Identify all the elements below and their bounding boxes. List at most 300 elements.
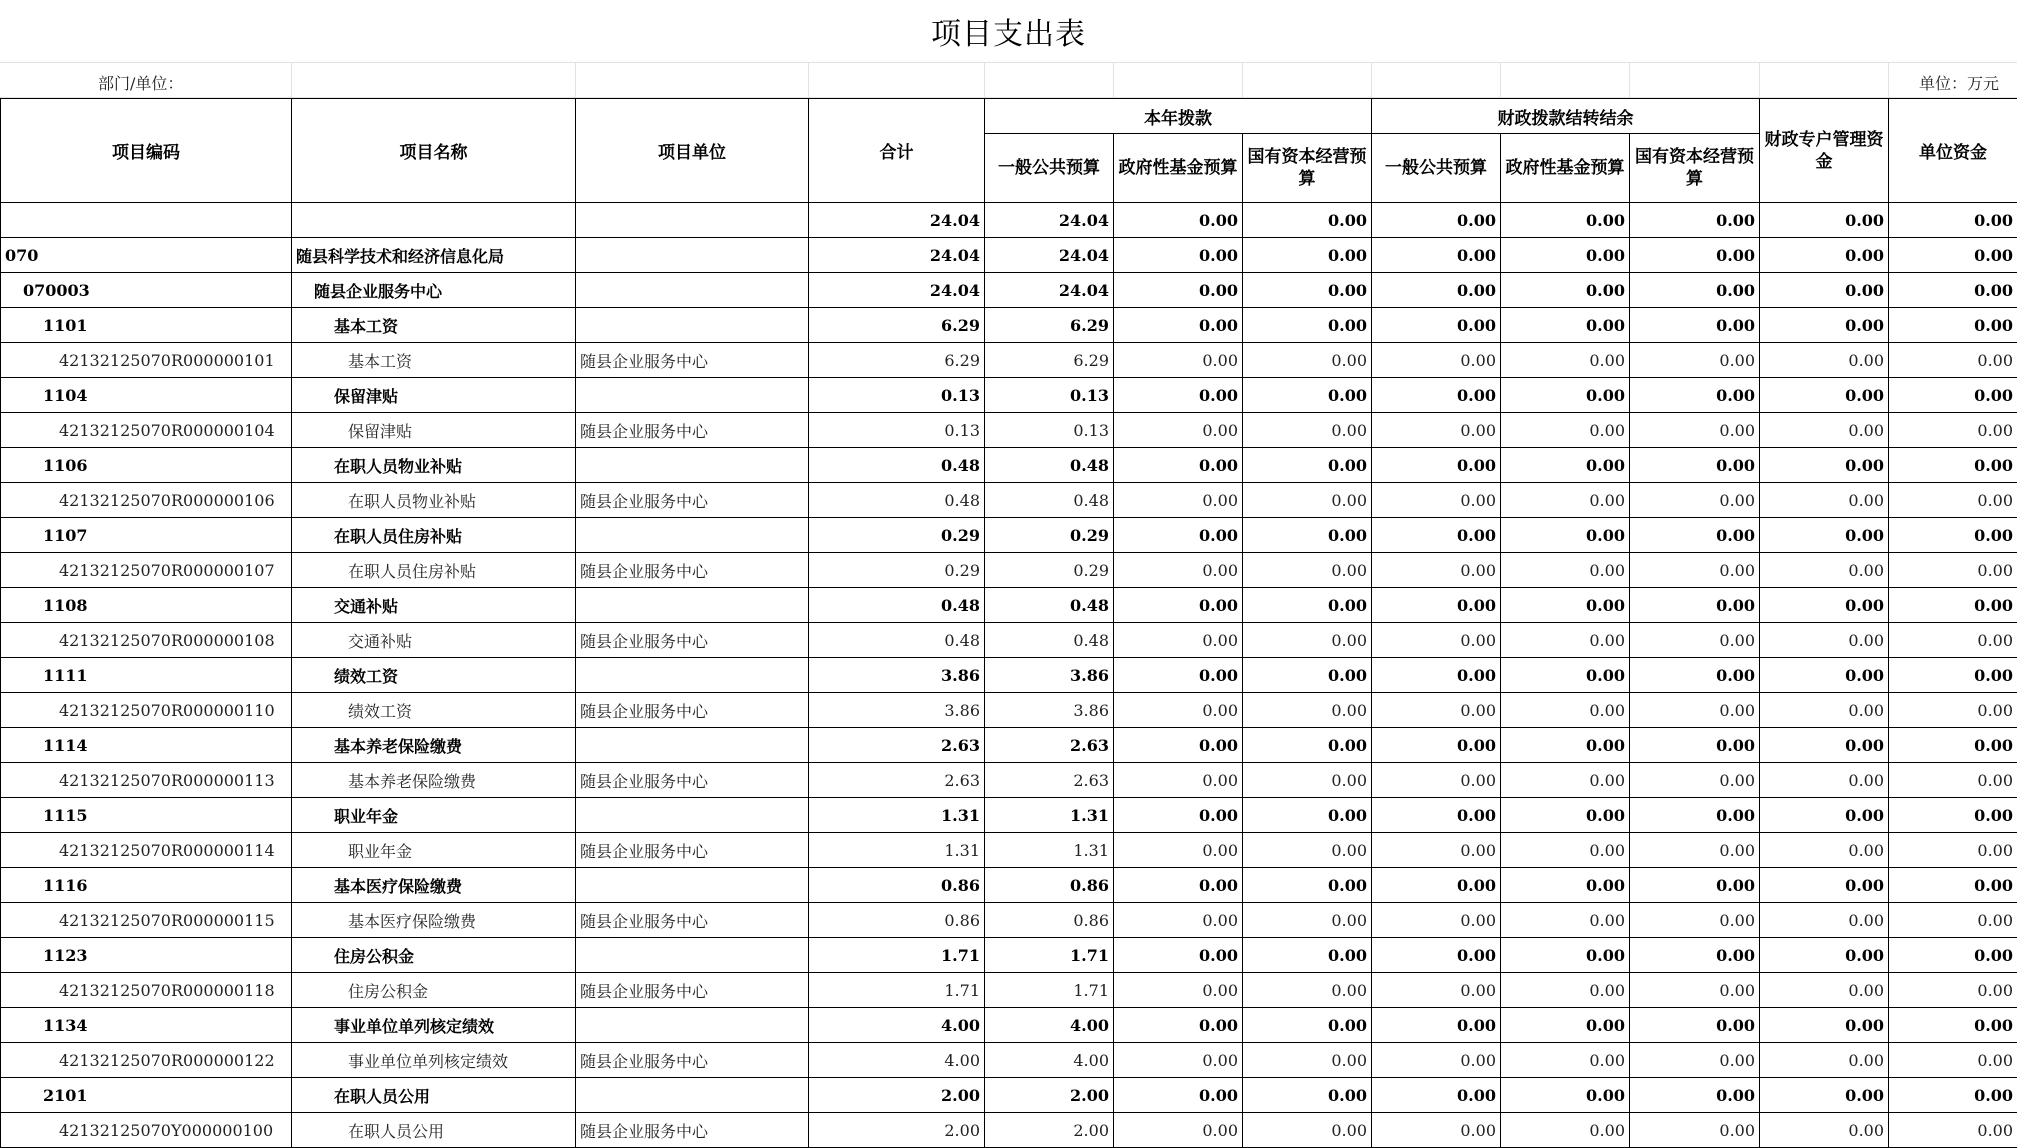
cell-amount: 0.00 [1760, 378, 1889, 413]
cell-amount: 0.00 [1760, 483, 1889, 518]
cell-code: 1111 [1, 658, 292, 693]
cell-name: 在职人员公用 [292, 1078, 576, 1113]
cell-amount: 0.00 [1630, 728, 1760, 763]
cell-amount: 3.86 [985, 693, 1114, 728]
cell-amount: 0.00 [1889, 938, 2017, 973]
cell-unit [576, 273, 809, 308]
cell-name: 随县企业服务中心 [292, 273, 576, 308]
table-row [1, 903, 2017, 938]
cell-amount: 0.00 [1501, 518, 1630, 553]
cell-unit [576, 868, 809, 903]
cell-amount: 0.13 [809, 378, 985, 413]
cell-amount: 0.00 [1889, 623, 2017, 658]
cell-amount: 4.00 [985, 1043, 1114, 1078]
cell-amount: 0.00 [1630, 623, 1760, 658]
grid-divider [1629, 63, 1630, 97]
cell-amount: 0.00 [1372, 518, 1501, 553]
cell-amount: 0.00 [1114, 1008, 1243, 1043]
cell-amount: 0.00 [1372, 413, 1501, 448]
cell-amount: 0.00 [1372, 1078, 1501, 1113]
cell-amount: 0.00 [1372, 938, 1501, 973]
cell-amount: 0.00 [1501, 483, 1630, 518]
header-carryover-state-capital: 国有资本经营预算 [1630, 134, 1760, 203]
cell-amount: 0.00 [1243, 378, 1372, 413]
cell-name: 基本医疗保险缴费 [292, 868, 576, 903]
cell-amount: 0.00 [1630, 343, 1760, 378]
cell-amount: 0.00 [1114, 763, 1243, 798]
cell-amount: 0.00 [1889, 273, 2017, 308]
cell-name: 事业单位单列核定绩效 [292, 1043, 576, 1078]
cell-amount: 0.00 [1501, 833, 1630, 868]
cell-unit [576, 798, 809, 833]
cell-amount: 0.00 [1630, 903, 1760, 938]
cell-amount: 0.00 [1243, 448, 1372, 483]
cell-amount: 0.00 [1760, 903, 1889, 938]
cell-unit: 随县企业服务中心 [576, 973, 809, 1008]
table-row [1, 553, 2017, 588]
cell-amount: 2.63 [985, 763, 1114, 798]
cell-amount: 0.00 [1501, 728, 1630, 763]
cell-amount: 0.00 [1630, 518, 1760, 553]
table-row [1, 763, 2017, 798]
unit-label: 单位：万元 [1918, 74, 1999, 93]
cell-amount: 0.00 [1114, 1043, 1243, 1078]
cell-amount: 0.86 [985, 903, 1114, 938]
table-row [1, 693, 2017, 728]
cell-amount: 0.48 [985, 483, 1114, 518]
cell-amount: 0.00 [1760, 518, 1889, 553]
table-row [1, 973, 2017, 1008]
cell-amount: 0.00 [1114, 238, 1243, 273]
cell-amount: 0.00 [1630, 553, 1760, 588]
cell-amount: 0.00 [1760, 448, 1889, 483]
cell-code: 1115 [1, 798, 292, 833]
cell-amount: 0.00 [1372, 378, 1501, 413]
table-row [1, 1043, 2017, 1078]
cell-amount: 0.00 [1760, 973, 1889, 1008]
cell-unit [576, 728, 809, 763]
cell-amount: 0.00 [1889, 798, 2017, 833]
header-name: 项目名称 [292, 99, 576, 203]
table-row [1, 658, 2017, 693]
cell-amount: 0.00 [1114, 378, 1243, 413]
cell-code: 42132125070R000000107 [1, 553, 292, 588]
grid-divider [1242, 63, 1243, 97]
cell-unit: 随县企业服务中心 [576, 763, 809, 798]
cell-amount: 0.29 [809, 553, 985, 588]
cell-amount: 0.00 [1501, 413, 1630, 448]
cell-code: 42132125070R000000108 [1, 623, 292, 658]
cell-unit [576, 938, 809, 973]
cell-name: 基本养老保险缴费 [292, 763, 576, 798]
cell-amount: 0.00 [1372, 1113, 1501, 1148]
cell-amount: 0.00 [1501, 1113, 1630, 1148]
cell-amount: 0.00 [1114, 413, 1243, 448]
cell-amount: 0.00 [1372, 483, 1501, 518]
cell-code: 42132125070R000000110 [1, 693, 292, 728]
cell-amount: 0.00 [1760, 658, 1889, 693]
cell-amount: 0.29 [985, 518, 1114, 553]
table-body [1, 203, 2017, 1148]
cell-amount: 0.00 [1889, 378, 2017, 413]
cell-amount: 0.00 [1760, 1113, 1889, 1148]
cell-amount: 0.00 [1114, 938, 1243, 973]
cell-unit: 随县企业服务中心 [576, 693, 809, 728]
table-row [1, 728, 2017, 763]
cell-name: 保留津贴 [292, 378, 576, 413]
cell-amount: 6.29 [985, 308, 1114, 343]
cell-amount: 0.00 [1889, 973, 2017, 1008]
cell-amount: 6.29 [809, 308, 985, 343]
cell-amount: 0.00 [1760, 623, 1889, 658]
cell-amount: 0.00 [1501, 693, 1630, 728]
grid-divider [984, 63, 985, 97]
cell-unit: 随县企业服务中心 [576, 413, 809, 448]
header-group-current: 本年拨款 [985, 99, 1372, 134]
cell-name: 在职人员住房补贴 [292, 553, 576, 588]
cell-amount: 0.00 [1760, 833, 1889, 868]
cell-amount: 0.00 [1889, 658, 2017, 693]
header-unit-funds: 单位资金 [1889, 99, 2017, 203]
table-row [1, 483, 2017, 518]
cell-amount: 0.00 [1760, 763, 1889, 798]
cell-amount: 0.00 [1243, 1008, 1372, 1043]
grid-divider [575, 63, 576, 97]
cell-amount: 24.04 [809, 238, 985, 273]
cell-name: 随县科学技术和经济信息化局 [292, 238, 576, 273]
cell-amount: 0.00 [1501, 238, 1630, 273]
cell-amount: 2.00 [809, 1113, 985, 1148]
cell-amount: 0.48 [809, 448, 985, 483]
cell-amount: 0.00 [1372, 553, 1501, 588]
cell-amount: 0.13 [809, 413, 985, 448]
cell-amount: 0.00 [1372, 1043, 1501, 1078]
cell-amount: 0.00 [1760, 1008, 1889, 1043]
title-row [0, 0, 2017, 63]
cell-amount: 0.00 [1760, 553, 1889, 588]
cell-amount: 0.00 [1243, 693, 1372, 728]
cell-name: 绩效工资 [292, 658, 576, 693]
table-row [1, 203, 2017, 238]
cell-amount: 0.00 [1114, 588, 1243, 623]
table-row [1, 238, 2017, 273]
cell-amount: 0.00 [1760, 588, 1889, 623]
cell-name: 住房公积金 [292, 973, 576, 1008]
cell-amount: 1.31 [985, 798, 1114, 833]
cell-amount: 0.00 [1501, 798, 1630, 833]
cell-name: 职业年金 [292, 798, 576, 833]
cell-amount: 0.00 [1372, 833, 1501, 868]
cell-amount: 0.00 [1243, 973, 1372, 1008]
cell-amount: 0.00 [1630, 868, 1760, 903]
cell-amount: 0.00 [1630, 413, 1760, 448]
cell-amount: 0.00 [1372, 973, 1501, 1008]
cell-amount: 0.48 [809, 483, 985, 518]
cell-amount: 0.00 [1630, 273, 1760, 308]
cell-name: 保留津贴 [292, 413, 576, 448]
table-row [1, 1113, 2017, 1148]
cell-name: 在职人员物业补贴 [292, 483, 576, 518]
grid-divider [1113, 63, 1114, 97]
cell-amount: 0.00 [1630, 1113, 1760, 1148]
cell-amount: 0.00 [1630, 448, 1760, 483]
table-row [1, 868, 2017, 903]
cell-name: 交通补贴 [292, 588, 576, 623]
cell-amount: 0.00 [1760, 938, 1889, 973]
cell-amount: 0.00 [1243, 1043, 1372, 1078]
cell-amount: 0.00 [1243, 553, 1372, 588]
header-carryover-general: 一般公共预算 [1372, 134, 1501, 203]
cell-amount: 0.00 [1501, 378, 1630, 413]
cell-amount: 4.00 [985, 1008, 1114, 1043]
cell-amount: 0.00 [1243, 273, 1372, 308]
table-row [1, 273, 2017, 308]
cell-amount: 0.00 [1114, 693, 1243, 728]
cell-amount: 0.00 [1889, 833, 2017, 868]
table-row [1, 798, 2017, 833]
cell-amount: 0.48 [809, 623, 985, 658]
cell-code: 42132125070R000000106 [1, 483, 292, 518]
cell-amount: 4.00 [809, 1043, 985, 1078]
cell-unit [576, 518, 809, 553]
cell-code: 1134 [1, 1008, 292, 1043]
cell-amount: 0.00 [1114, 658, 1243, 693]
table-row [1, 1008, 2017, 1043]
cell-amount: 2.63 [985, 728, 1114, 763]
cell-code: 070 [1, 238, 292, 273]
table-row [1, 588, 2017, 623]
cell-unit [576, 658, 809, 693]
cell-amount: 0.00 [1243, 798, 1372, 833]
table-row [1, 413, 2017, 448]
cell-amount: 0.29 [809, 518, 985, 553]
cell-amount: 0.00 [1114, 343, 1243, 378]
cell-amount: 0.00 [1630, 938, 1760, 973]
cell-amount: 0.00 [1243, 1113, 1372, 1148]
header-general-budget: 一般公共预算 [985, 134, 1114, 203]
cell-amount: 0.00 [1372, 448, 1501, 483]
header-carryover-gov-fund: 政府性基金预算 [1501, 134, 1630, 203]
cell-amount: 0.00 [1114, 903, 1243, 938]
cell-unit [576, 203, 809, 238]
cell-amount: 0.00 [1760, 308, 1889, 343]
cell-amount: 0.00 [1501, 868, 1630, 903]
cell-amount: 0.00 [1760, 728, 1889, 763]
cell-amount: 6.29 [809, 343, 985, 378]
cell-amount: 0.00 [1243, 483, 1372, 518]
cell-amount: 0.00 [1889, 588, 2017, 623]
grid-divider [808, 63, 809, 97]
cell-amount: 0.00 [1889, 343, 2017, 378]
table-row [1, 1078, 2017, 1113]
cell-amount: 4.00 [809, 1008, 985, 1043]
cell-unit: 随县企业服务中心 [576, 1113, 809, 1148]
cell-unit: 随县企业服务中心 [576, 903, 809, 938]
cell-amount: 2.00 [985, 1078, 1114, 1113]
cell-name: 基本医疗保险缴费 [292, 903, 576, 938]
table-row [1, 833, 2017, 868]
cell-code: 1108 [1, 588, 292, 623]
cell-amount: 0.00 [1501, 308, 1630, 343]
cell-amount: 0.00 [1889, 308, 2017, 343]
cell-unit [576, 1078, 809, 1113]
cell-amount: 0.29 [985, 553, 1114, 588]
cell-amount: 0.00 [1372, 1008, 1501, 1043]
cell-unit: 随县企业服务中心 [576, 833, 809, 868]
cell-amount: 0.00 [1243, 763, 1372, 798]
cell-name: 绩效工资 [292, 693, 576, 728]
cell-amount: 0.00 [1760, 413, 1889, 448]
cell-amount: 0.00 [1889, 518, 2017, 553]
cell-amount: 0.00 [1114, 518, 1243, 553]
cell-amount: 0.00 [1630, 1043, 1760, 1078]
cell-amount: 0.00 [1114, 833, 1243, 868]
cell-amount: 0.00 [1243, 623, 1372, 658]
cell-amount: 0.00 [1372, 693, 1501, 728]
cell-amount: 0.00 [1760, 1043, 1889, 1078]
table-row [1, 378, 2017, 413]
cell-amount: 0.00 [1243, 1078, 1372, 1113]
cell-amount: 0.00 [1372, 343, 1501, 378]
cell-amount: 0.00 [1760, 798, 1889, 833]
cell-name: 事业单位单列核定绩效 [292, 1008, 576, 1043]
cell-code: 1116 [1, 868, 292, 903]
cell-code: 42132125070R000000101 [1, 343, 292, 378]
cell-unit [576, 238, 809, 273]
department-label: 部门/单位： [98, 74, 184, 93]
cell-amount: 0.00 [1889, 448, 2017, 483]
cell-name: 基本工资 [292, 308, 576, 343]
cell-amount: 0.00 [1501, 623, 1630, 658]
cell-amount: 0.48 [985, 448, 1114, 483]
cell-amount: 0.00 [1630, 798, 1760, 833]
cell-amount: 2.63 [809, 728, 985, 763]
cell-amount: 0.00 [1243, 728, 1372, 763]
table-row [1, 623, 2017, 658]
cell-name [292, 203, 576, 238]
cell-amount: 0.86 [809, 903, 985, 938]
cell-amount: 0.00 [1114, 448, 1243, 483]
header-total: 合计 [809, 99, 985, 203]
cell-unit: 随县企业服务中心 [576, 553, 809, 588]
cell-amount: 3.86 [985, 658, 1114, 693]
table-row [1, 448, 2017, 483]
cell-amount: 0.00 [1501, 1008, 1630, 1043]
cell-amount: 0.00 [1501, 448, 1630, 483]
cell-amount: 0.00 [1630, 658, 1760, 693]
cell-amount: 0.00 [1114, 553, 1243, 588]
cell-amount: 24.04 [985, 203, 1114, 238]
cell-code: 42132125070R000000118 [1, 973, 292, 1008]
cell-amount: 0.00 [1501, 203, 1630, 238]
cell-amount: 0.00 [1114, 973, 1243, 1008]
cell-amount: 0.48 [809, 588, 985, 623]
cell-amount: 2.00 [985, 1113, 1114, 1148]
header-state-capital-budget: 国有资本经营预算 [1243, 134, 1372, 203]
cell-name: 在职人员物业补贴 [292, 448, 576, 483]
cell-amount: 0.00 [1760, 343, 1889, 378]
cell-code: 1104 [1, 378, 292, 413]
header-gov-fund-budget: 政府性基金预算 [1114, 134, 1243, 203]
cell-amount: 0.00 [1372, 308, 1501, 343]
cell-amount: 0.00 [1372, 238, 1501, 273]
cell-amount: 0.00 [1630, 833, 1760, 868]
table-row [1, 938, 2017, 973]
cell-code [1, 203, 292, 238]
cell-amount: 0.00 [1501, 343, 1630, 378]
cell-amount: 0.00 [1372, 623, 1501, 658]
cell-amount: 24.04 [985, 238, 1114, 273]
cell-amount: 1.31 [985, 833, 1114, 868]
cell-amount: 0.00 [1889, 693, 2017, 728]
cell-amount: 0.00 [1889, 1078, 2017, 1113]
cell-amount: 0.00 [1630, 238, 1760, 273]
cell-amount: 0.86 [985, 868, 1114, 903]
cell-amount: 2.00 [809, 1078, 985, 1113]
header-unit: 项目单位 [576, 99, 809, 203]
cell-unit: 随县企业服务中心 [576, 343, 809, 378]
cell-unit: 随县企业服务中心 [576, 483, 809, 518]
cell-amount: 0.00 [1114, 483, 1243, 518]
cell-amount: 0.00 [1630, 1008, 1760, 1043]
cell-amount: 0.00 [1630, 308, 1760, 343]
cell-amount: 0.00 [1372, 728, 1501, 763]
cell-amount: 0.00 [1243, 203, 1372, 238]
cell-code: 42132125070R000000122 [1, 1043, 292, 1078]
cell-amount: 0.00 [1889, 413, 2017, 448]
cell-amount: 0.00 [1760, 203, 1889, 238]
cell-amount: 0.00 [1630, 1078, 1760, 1113]
cell-amount: 0.00 [1760, 868, 1889, 903]
cell-amount: 3.86 [809, 693, 985, 728]
cell-amount: 0.00 [1114, 273, 1243, 308]
cell-amount: 0.00 [1372, 868, 1501, 903]
cell-amount: 0.00 [1243, 903, 1372, 938]
cell-code: 42132125070R000000113 [1, 763, 292, 798]
cell-amount: 24.04 [985, 273, 1114, 308]
cell-amount: 0.00 [1372, 203, 1501, 238]
cell-amount: 0.00 [1372, 588, 1501, 623]
cell-code: 2101 [1, 1078, 292, 1113]
cell-name: 住房公积金 [292, 938, 576, 973]
cell-amount: 0.00 [1760, 693, 1889, 728]
cell-amount: 0.00 [1114, 868, 1243, 903]
cell-amount: 0.00 [1889, 763, 2017, 798]
cell-amount: 0.00 [1372, 763, 1501, 798]
cell-amount: 0.00 [1501, 588, 1630, 623]
cell-code: 42132125070R000000114 [1, 833, 292, 868]
expenditure-table [0, 98, 2017, 1148]
cell-amount: 0.00 [1501, 553, 1630, 588]
cell-amount: 0.00 [1630, 588, 1760, 623]
cell-amount: 0.48 [985, 623, 1114, 658]
cell-code: 42132125070Y000000100 [1, 1113, 292, 1148]
cell-amount: 0.00 [1243, 588, 1372, 623]
grid-divider [1500, 63, 1501, 97]
cell-amount: 0.00 [1372, 903, 1501, 938]
cell-amount: 0.00 [1372, 798, 1501, 833]
cell-name: 职业年金 [292, 833, 576, 868]
cell-amount: 6.29 [985, 343, 1114, 378]
cell-amount: 0.00 [1243, 658, 1372, 693]
cell-code: 1101 [1, 308, 292, 343]
header-group-carryover: 财政拨款结转结余 [1372, 99, 1760, 134]
cell-amount: 0.00 [1114, 308, 1243, 343]
table-row [1, 308, 2017, 343]
cell-amount: 3.86 [809, 658, 985, 693]
grid-divider [291, 63, 292, 97]
cell-amount: 0.00 [1760, 273, 1889, 308]
